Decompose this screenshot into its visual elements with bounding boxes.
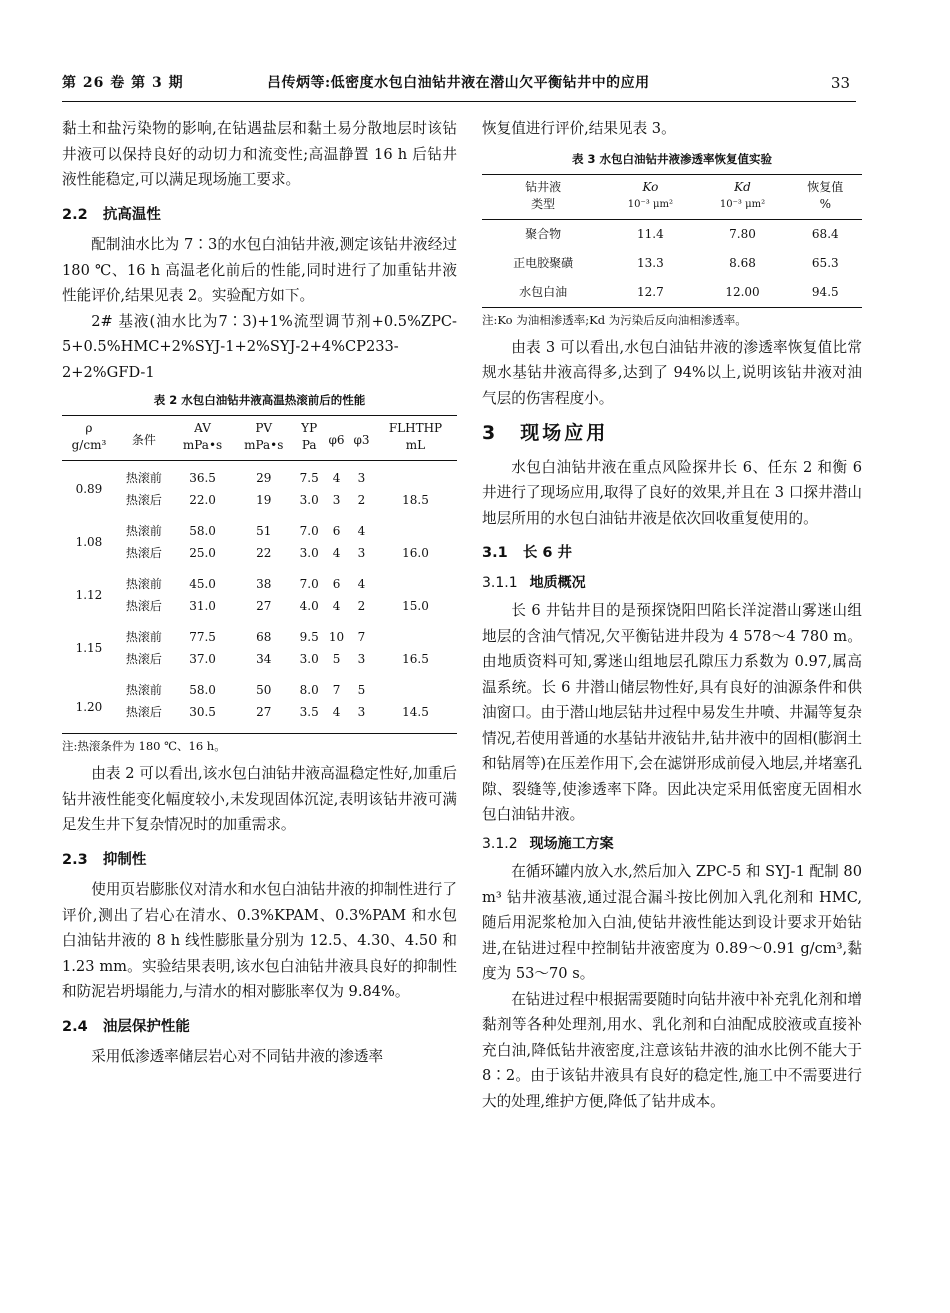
- pv-cell: 50: [256, 683, 272, 697]
- paragraph: 使用页岩膨胀仪对清水和水包白油钻井液的抑制性进行了评价,测出了岩心在清水、0.3%KPAM、0.3%PAM 和水包白油钻井液的 8 h 线性膨胀量分别为 12.5、4.30、4.50 和 1.23 mm。实验结果表明,该水包白油钻井液具良好的抑制性和防泥岩坍塌能力,与清水的相对膨胀率仅为 9.84%。: [62, 881, 457, 1000]
- rho-cell: 1.08: [75, 535, 103, 549]
- table-row: [62, 487, 457, 509]
- yp-cell: 3.0: [299, 652, 319, 666]
- fluid-type-cell: 水包白油: [519, 284, 568, 299]
- right-column: [482, 116, 862, 1114]
- phi6-cell: 7: [332, 683, 341, 697]
- paragraph: 配制油水比为 7∶3的水包白油钻井液,测定该钻井液经过 180 ℃、16 h 高温老化前后的性能,同时进行了加重钻井液性能评价,结果见表 2。实验配方如下。: [62, 236, 457, 304]
- paragraph: 黏土和盐污染物的影响,在钻遇盐层和黏土易分散地层时该钻井液可以保持良好的动切力和流变性;高温静置 16 h 后钻井液性能稳定,可以满足现场施工要求。: [62, 120, 457, 188]
- table-row: [482, 278, 862, 308]
- phi3-cell: 4: [357, 577, 366, 591]
- col-recovery: 恢复值: [807, 179, 844, 194]
- running-title: 吕传炳等:低密度水包白油钻井液在潜山欠平衡钻井中的应用: [267, 75, 650, 91]
- condition-cell: 热滚前: [125, 577, 162, 591]
- pv-cell: 51: [256, 524, 272, 538]
- av-cell: 30.5: [189, 705, 216, 719]
- condition-cell: 热滚后: [125, 599, 162, 613]
- pv-cell: 27: [256, 599, 272, 613]
- unit-yp: Pa: [301, 438, 317, 452]
- col-rho: ρ: [85, 421, 93, 435]
- fl-cell: [374, 509, 457, 540]
- page-header: [62, 64, 854, 98]
- yp-cell: 7.5: [299, 471, 319, 485]
- table2-body: [62, 461, 457, 734]
- av-cell: 58.0: [189, 524, 216, 538]
- condition-cell: 热滚前: [125, 524, 162, 538]
- rho-cell: 1.20: [75, 700, 103, 714]
- phi6-cell: 4: [332, 705, 341, 719]
- formula-paragraph: 2# 基液(油水比为7∶3)+1%流型调节剂+0.5%ZPC-5+0.5%HMC+2%SYJ-1+2%SYJ-2+4%CP233-2+2%GFD-1: [62, 312, 457, 381]
- recovery-cell: 68.4: [811, 226, 839, 241]
- av-cell: 77.5: [189, 630, 216, 644]
- fl-cell: [374, 668, 457, 699]
- fluid-type-cell: 正电胶聚磺: [513, 255, 574, 270]
- condition-cell: 热滚前: [125, 471, 162, 485]
- fl-cell: [374, 562, 457, 593]
- recovery-cell: 94.5: [811, 284, 839, 299]
- section-heading-3-1: 3.1 长 6 井: [482, 545, 573, 561]
- paragraph: 采用低渗透率储层岩心对不同钻井液的渗透率: [91, 1048, 384, 1065]
- unit-rho: g/cm³: [71, 438, 107, 452]
- phi3-cell: 5: [357, 683, 366, 697]
- paragraph: 恢复值进行评价,结果见表 3。: [482, 120, 676, 137]
- table-row: [62, 615, 457, 646]
- paragraph: 由表 2 可以看出,该水包白油钻井液高温稳定性好,加重后钻井液性能变化幅度较小,未发现固体沉淀,表明该钻井液可满足发生井下复杂情况时的加重需求。: [62, 765, 457, 833]
- table-row: [62, 593, 457, 615]
- table2: [62, 415, 457, 734]
- yp-cell: 3.0: [299, 546, 319, 560]
- phi3-cell: 7: [357, 630, 366, 644]
- table-row: [62, 699, 457, 734]
- col-yp: YP: [301, 421, 318, 435]
- unit-kd: 10⁻³ μm²: [719, 198, 766, 210]
- av-cell: 22.0: [189, 493, 216, 507]
- table-row: [62, 540, 457, 562]
- yp-cell: 4.0: [299, 599, 319, 613]
- ko-cell: 11.4: [637, 226, 664, 241]
- col-fluid-type-2: 类型: [531, 196, 556, 211]
- phi3-cell: 3: [357, 705, 366, 719]
- col-ko: Ko: [642, 179, 659, 194]
- ko-cell: 13.3: [637, 255, 664, 270]
- phi6-cell: 6: [332, 524, 341, 538]
- page-number: 33: [830, 74, 850, 92]
- phi6-cell: 4: [332, 471, 341, 485]
- col-kd: Kd: [734, 179, 751, 194]
- section-heading-3: 3 现场应用: [482, 422, 609, 444]
- left-column: [62, 116, 457, 1070]
- header-rule: [62, 101, 856, 102]
- table-row: [62, 509, 457, 540]
- av-cell: 58.0: [189, 683, 216, 697]
- fluid-type-cell: 聚合物: [525, 226, 562, 241]
- table-row: [482, 219, 862, 249]
- paragraph: 长 6 井钻井目的是预探饶阳凹陷长洋淀潜山雾迷山组地层的含油气情况,欠平衡钻进井段为 4 578～4 780 m。由地质资料可知,雾迷山组地层孔隙压力系数为 0.97,属高温系统。长 6 井潜山储层物性好,具有良好的油源条件和供油窗口。由于潜山地层钻井过程中易发生井喷、井漏等复杂情况,若使用普通的水基钻井液钻井,钻井液中的固相(膨润土和钻屑等)在压差作用下,会在滤饼形成前侵入地层,并堵塞孔隙、裂缝等,使渗透率下降。因此决定采用低密度无固相水包白油钻井液。: [482, 602, 862, 823]
- table-row: [62, 562, 457, 593]
- unit-fl: mL: [405, 438, 426, 452]
- pv-cell: 38: [256, 577, 272, 591]
- av-cell: 37.0: [189, 652, 216, 666]
- unit-ko: 10⁻³ μm²: [627, 198, 673, 210]
- phi3-cell: 3: [357, 471, 366, 485]
- kd-cell: 7.80: [729, 226, 756, 241]
- pv-cell: 19: [256, 493, 272, 507]
- paragraph: 在钻进过程中根据需要随时向钻井液中补充乳化剂和增黏剂等各种处理剂,用水、乳化剂和白油配成胶液或直接补充白油,降低钻井液密度,注意该钻井液的油水比例不能大于 8∶2。由于该钻井液具有良好的稳定性,施工中不需要进行大的处理,维护方便,降低了钻井成本。: [482, 990, 862, 1110]
- section-heading-2-4: 2.4 油层保护性能: [62, 1018, 190, 1035]
- phi6-cell: 10: [328, 630, 345, 644]
- fl-cell: 16.5: [402, 652, 429, 666]
- table3-note: 注:Ko 为油相渗透率;Kd 为污染后反向油相渗透率。: [482, 312, 747, 327]
- pv-cell: 29: [256, 471, 272, 485]
- section-heading-3-1-1: 3.1.1 地质概况: [482, 574, 586, 591]
- av-cell: 45.0: [189, 577, 216, 591]
- yp-cell: 3.5: [299, 705, 319, 719]
- col-pv: PV: [255, 421, 273, 435]
- phi6-cell: 6: [332, 577, 341, 591]
- ko-cell: 12.7: [637, 284, 664, 299]
- col-fluid-type: 钻井液: [525, 179, 562, 194]
- col-phi3: φ3: [353, 432, 370, 447]
- section-heading-2-3: 2.3 抑制性: [62, 851, 147, 868]
- rho-cell: 0.89: [75, 482, 103, 496]
- fl-cell: 16.0: [402, 546, 429, 560]
- phi6-cell: 5: [332, 652, 341, 666]
- unit-av: mPa•s: [182, 438, 223, 452]
- phi6-cell: 3: [332, 493, 341, 507]
- section-heading-3-1-2: 3.1.2 现场施工方案: [482, 835, 614, 852]
- fl-cell: 14.5: [402, 705, 429, 719]
- table2-note: 注:热滚条件为 180 ℃、16 h。: [62, 739, 226, 753]
- rho-cell: 1.15: [75, 641, 103, 655]
- table-row: [62, 668, 457, 699]
- av-cell: 31.0: [189, 599, 216, 613]
- kd-cell: 8.68: [729, 255, 756, 270]
- journal-volume: 第 26 卷 第 3 期: [62, 75, 184, 91]
- table3: [482, 174, 862, 308]
- condition-cell: 热滚后: [125, 652, 162, 666]
- yp-cell: 9.5: [299, 630, 319, 644]
- fl-cell: [374, 615, 457, 646]
- col-fl: FLHTHP: [388, 421, 443, 435]
- pv-cell: 22: [256, 546, 272, 560]
- unit-pv: mPa•s: [244, 438, 284, 452]
- condition-cell: 热滚后: [125, 546, 162, 560]
- av-cell: 25.0: [189, 546, 216, 560]
- phi3-cell: 3: [357, 546, 366, 560]
- fl-cell: [374, 461, 457, 488]
- phi3-cell: 4: [357, 524, 366, 538]
- section-heading-2-2: 2.2 抗高温性: [62, 206, 161, 223]
- fl-cell: 15.0: [402, 599, 429, 613]
- fl-cell: 18.5: [402, 493, 429, 507]
- paragraph: 由表 3 可以看出,水包白油钻井液的渗透率恢复值比常规水基钻井液高得多,达到了 94%以上,说明该钻井液对油气层的伤害程度小。: [482, 338, 862, 407]
- rho-cell: 1.12: [75, 588, 103, 602]
- table-row: [482, 249, 862, 278]
- table-row: [62, 461, 457, 488]
- paragraph: 在循环罐内放入水,然后加入 ZPC-5 和 SYJ-1 配制 80 m³ 钻井液基液,通过混合漏斗按比例加入乳化剂和 HMC,随后用泥浆枪加入白油,使钻井液性能达到设计要求开始钻进,在钻进过程中控制钻井液密度为 0.89～0.91 g/cm³,黏度为 53～70 s。: [482, 863, 862, 982]
- phi3-cell: 2: [357, 493, 366, 507]
- recovery-cell: 65.3: [811, 255, 839, 270]
- col-phi6: φ6: [328, 432, 345, 447]
- condition-cell: 热滚前: [125, 630, 162, 644]
- yp-cell: 8.0: [299, 683, 319, 697]
- col-av: AV: [194, 421, 211, 435]
- unit-recovery: %: [819, 196, 831, 211]
- av-cell: 36.5: [189, 471, 216, 485]
- pv-cell: 27: [256, 705, 272, 719]
- condition-cell: 热滚后: [125, 493, 162, 507]
- paragraph: 水包白油钻井液在重点风险探井长 6、任东 2 和衡 6 井进行了现场应用,取得了良好的效果,并且在 3 口探井潜山地层所用的水包白油钻井液是依次回收重复使用的。: [482, 458, 862, 527]
- table-row: [62, 646, 457, 668]
- col-condition: 条件: [131, 432, 156, 447]
- phi3-cell: 2: [357, 599, 366, 613]
- yp-cell: 7.0: [299, 577, 319, 591]
- phi6-cell: 4: [332, 599, 341, 613]
- table3-body: [482, 219, 862, 307]
- phi6-cell: 4: [332, 546, 341, 560]
- pv-cell: 68: [256, 630, 272, 644]
- table2-caption: 表 2 水包白油钻井液高温热滚前后的性能: [153, 393, 366, 407]
- yp-cell: 3.0: [299, 493, 319, 507]
- yp-cell: 7.0: [299, 524, 319, 538]
- condition-cell: 热滚前: [125, 683, 162, 697]
- pv-cell: 34: [256, 652, 272, 666]
- phi3-cell: 3: [357, 652, 366, 666]
- table3-caption: 表 3 水包白油钻井液渗透率恢复值实验: [571, 151, 772, 166]
- condition-cell: 热滚后: [125, 705, 162, 719]
- kd-cell: 12.00: [725, 284, 760, 299]
